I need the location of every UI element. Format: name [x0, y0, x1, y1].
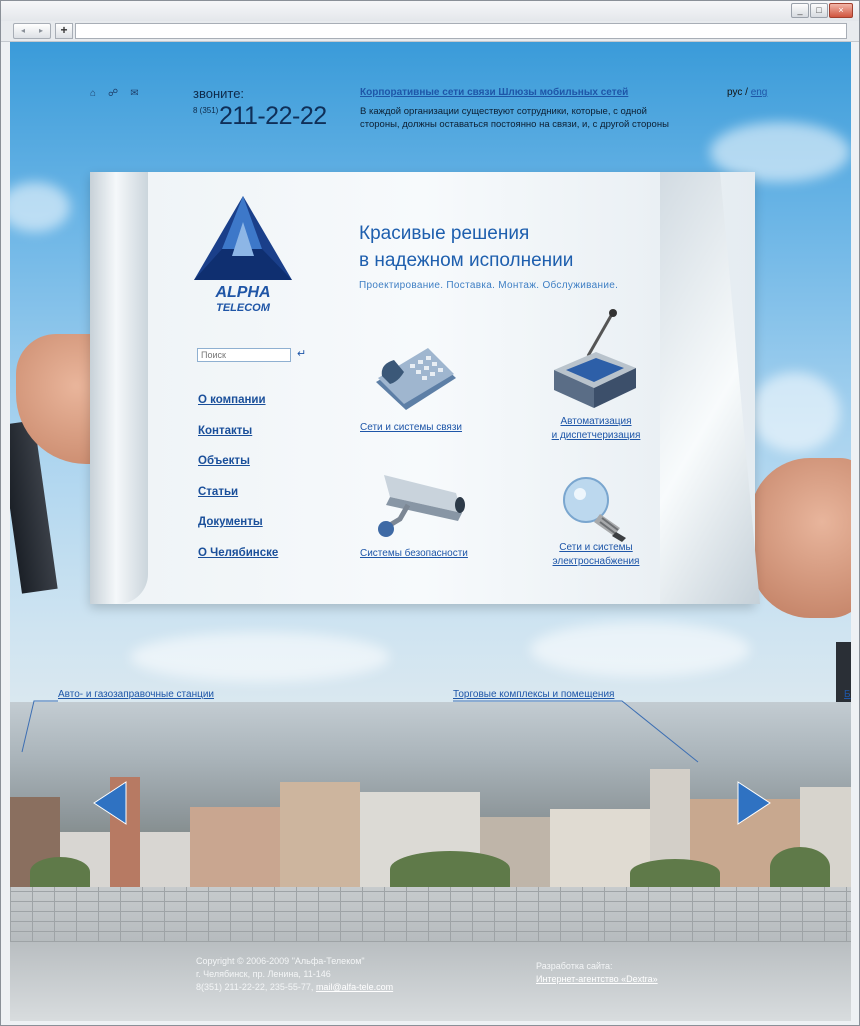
dev-label: Разработка сайта: — [536, 961, 613, 971]
menu-item-documents[interactable]: Документы — [198, 516, 263, 528]
trees — [390, 851, 510, 887]
slogan-line2: в надежном исполнении — [359, 250, 574, 271]
camera-icon[interactable] — [370, 467, 470, 542]
city-label-gas-stations[interactable]: Авто- и газозаправочные станции — [58, 689, 215, 700]
cloud — [530, 622, 750, 677]
telephone-icon[interactable] — [370, 342, 460, 414]
news-text: В каждой организации существуют сотрудники, которые, с одной стороны, должны оставаться постоянно на связи, и, с другой стороны — [360, 106, 669, 130]
trees — [30, 857, 90, 887]
console-icon[interactable] — [550, 308, 640, 412]
footer-copyright — [196, 955, 393, 994]
main-menu — [198, 394, 278, 577]
sitemap-icon[interactable]: ☍ — [108, 88, 119, 99]
next-arrow-icon[interactable] — [736, 780, 772, 826]
page — [10, 42, 851, 1021]
home-icon[interactable]: ⌂ — [90, 88, 97, 99]
search-input[interactable] — [197, 348, 291, 362]
menu-item-contacts[interactable]: Контакты — [198, 424, 253, 437]
logo-line1: ALPHA — [215, 284, 271, 301]
new-tab-button[interactable]: + — [55, 23, 73, 39]
browser-toolbar — [1, 21, 859, 42]
menu-item-chelyabinsk[interactable]: О Челябинске — [198, 546, 279, 559]
email-link[interactable]: mail@alfa-tele.com — [315, 982, 394, 992]
phone-code: 8 (351) — [193, 106, 219, 115]
menu-item-articles[interactable]: Статьи — [198, 485, 239, 498]
service-power-line1: Сети и системы — [559, 542, 633, 553]
copyright-text: Copyright © 2006-2009 "Альфа-Телеком" — [196, 956, 365, 966]
menu-item-objects[interactable]: Объекты — [198, 455, 250, 467]
slogan-line1: Красивые решения — [359, 223, 530, 244]
mail-icon[interactable]: ✉ — [130, 88, 139, 99]
service-link-automation[interactable] — [548, 415, 644, 443]
news-title-link[interactable]: Корпоративные сети связи Шлюзы мобильных сетей — [360, 87, 629, 98]
window-controls — [791, 3, 853, 18]
lang-ru[interactable]: рус — [727, 87, 743, 98]
right-hand — [750, 458, 851, 618]
service-power-line2: электроснабжения — [552, 556, 640, 567]
dev-agency-link[interactable]: Интернет-агентство «Dextra» — [536, 974, 658, 984]
logo-line2: TELECOM — [216, 302, 270, 314]
hero-slogan — [359, 220, 573, 274]
building — [280, 782, 360, 887]
maximize-button[interactable]: □ — [810, 3, 828, 18]
minimize-button[interactable]: _ — [791, 3, 809, 18]
language-switch — [727, 87, 767, 98]
address-bar[interactable] — [75, 23, 847, 39]
service-link-security[interactable]: Системы безопасности — [360, 548, 468, 559]
lightbulb-icon[interactable] — [556, 472, 636, 542]
contacts-line — [196, 981, 393, 994]
wall-parapet — [10, 887, 851, 942]
nav-buttons — [13, 23, 51, 39]
service-link-power[interactable] — [548, 541, 644, 569]
prev-arrow-icon[interactable] — [92, 780, 128, 826]
city-pointer-lines — [10, 696, 851, 766]
footer-floor — [10, 942, 851, 1021]
cloud — [750, 372, 840, 452]
title-bar — [1, 1, 859, 21]
city-label-next[interactable]: Б — [844, 689, 851, 700]
address-text: г. Челябинск, пр. Ленина, 11-146 — [196, 969, 331, 979]
service-automation-line2: и диспетчеризация — [551, 430, 641, 441]
service-link-communication[interactable]: Сети и системы связи — [360, 422, 463, 433]
lang-separator: / — [745, 87, 748, 98]
lang-en-link[interactable]: eng — [750, 87, 768, 98]
building — [190, 807, 280, 887]
close-button[interactable]: × — [829, 3, 853, 18]
header-icons — [90, 88, 139, 99]
paper-roll — [90, 172, 148, 604]
trees — [630, 859, 720, 887]
call-label: звоните: — [193, 86, 245, 101]
city-label-shopping[interactable]: Торговые комплексы и помещения — [453, 689, 615, 700]
search-submit-icon[interactable]: ↵ — [297, 348, 307, 360]
cloud — [130, 632, 390, 682]
hero-subslogan: Проектирование. Поставка. Монтаж. Обслуживание. — [359, 280, 619, 291]
phones-text: 8(351) 211-22-22, 235-55-77, — [196, 982, 314, 992]
alpha-telecom-logo[interactable] — [192, 194, 294, 314]
back-button[interactable]: ◂ — [20, 26, 25, 35]
footer-developer — [536, 960, 658, 986]
cloud — [10, 182, 70, 232]
forward-button[interactable]: ▸ — [38, 26, 43, 35]
trees — [770, 847, 830, 887]
menu-item-about[interactable]: О компании — [198, 394, 266, 406]
service-automation-line1: Автоматизация — [560, 416, 632, 427]
phone-number: 211-22-22 — [219, 102, 327, 130]
